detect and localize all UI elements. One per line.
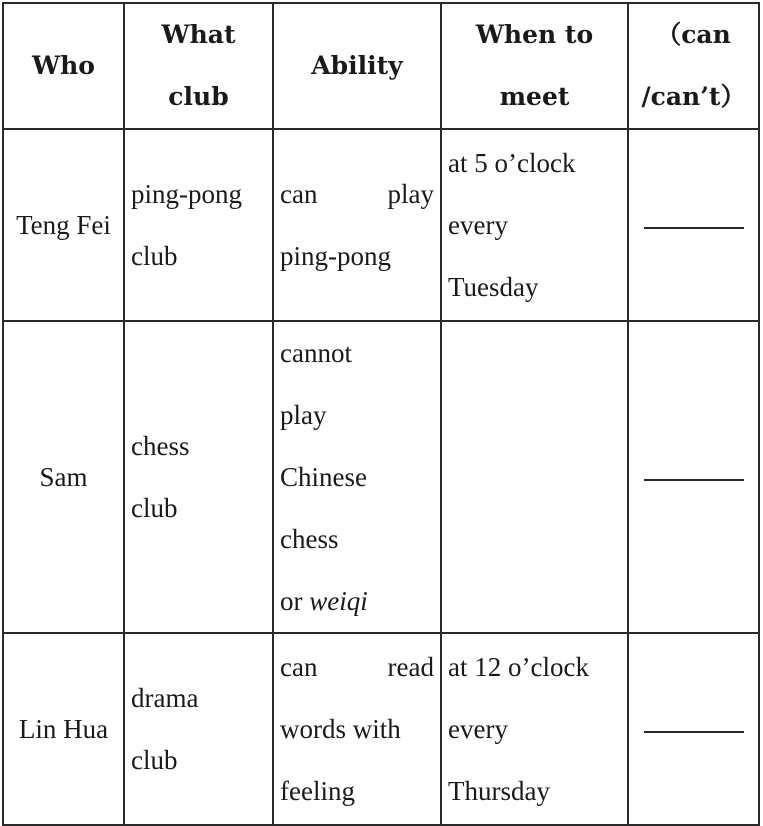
cell-ability [273, 633, 441, 825]
cell-club-line: ping-pong [131, 179, 242, 209]
header-row [3, 3, 759, 129]
answer-blank[interactable] [644, 227, 744, 229]
cell-who: Lin Hua [3, 633, 124, 825]
table-row [3, 321, 759, 633]
cell-when-line: at 5 o’clock [448, 148, 576, 178]
cell-ability-line: ping-pong [280, 241, 391, 271]
cell-club [124, 633, 273, 825]
cell-who: Sam [3, 321, 124, 633]
cell-when-line: every [448, 714, 508, 744]
cell-ability-line: feeling [280, 776, 355, 806]
table-row [3, 633, 759, 825]
cell-ability-prefix: or [280, 586, 310, 616]
header-who: Who [3, 3, 124, 129]
answer-cell [628, 633, 759, 825]
header-when-line-1: When to [475, 20, 594, 49]
answer-blank[interactable] [644, 731, 744, 733]
club-table [2, 2, 760, 826]
cell-club-line: drama [131, 683, 199, 713]
header-club: What club [124, 3, 273, 129]
cell-ability-line: can read [280, 652, 434, 682]
answer-cell [628, 321, 759, 633]
header-when [441, 3, 628, 129]
header-can-line-2: /can’t） [641, 82, 746, 111]
cell-club-line: club [131, 493, 178, 523]
cell-ability-line: play [280, 400, 327, 430]
cell-when-line: every [448, 210, 508, 240]
cell-when-line: Tuesday [448, 272, 539, 302]
header-when-line-2: meet [499, 82, 570, 111]
cell-club-line: club [131, 745, 178, 775]
cell-ability-line: words with [280, 714, 401, 744]
cell-when-line: Thursday [448, 776, 550, 806]
table-row [3, 129, 759, 321]
cell-ability [273, 321, 441, 633]
header-can [628, 3, 759, 129]
cell-club-line: chess [131, 431, 190, 461]
answer-cell [628, 129, 759, 321]
cell-when-line: at 12 o’clock [448, 652, 589, 682]
answer-blank[interactable] [644, 479, 744, 481]
cell-when [441, 129, 628, 321]
cell-ability-line: Chinese [280, 462, 367, 492]
cell-ability-line: chess [280, 524, 339, 554]
cell-club [124, 321, 273, 633]
cell-when [441, 321, 628, 633]
cell-ability-line [280, 570, 434, 632]
cell-who: Teng Fei [3, 129, 124, 321]
cell-ability [273, 129, 441, 321]
header-ability: Ability [273, 3, 441, 129]
cell-club [124, 129, 273, 321]
cell-ability-line: cannot [280, 338, 352, 368]
cell-when [441, 633, 628, 825]
header-can-line-1: （can [656, 20, 731, 49]
cell-ability-line: can play [280, 179, 434, 209]
cell-club-line: club [131, 241, 178, 271]
cell-ability-italic: weiqi [309, 586, 368, 616]
